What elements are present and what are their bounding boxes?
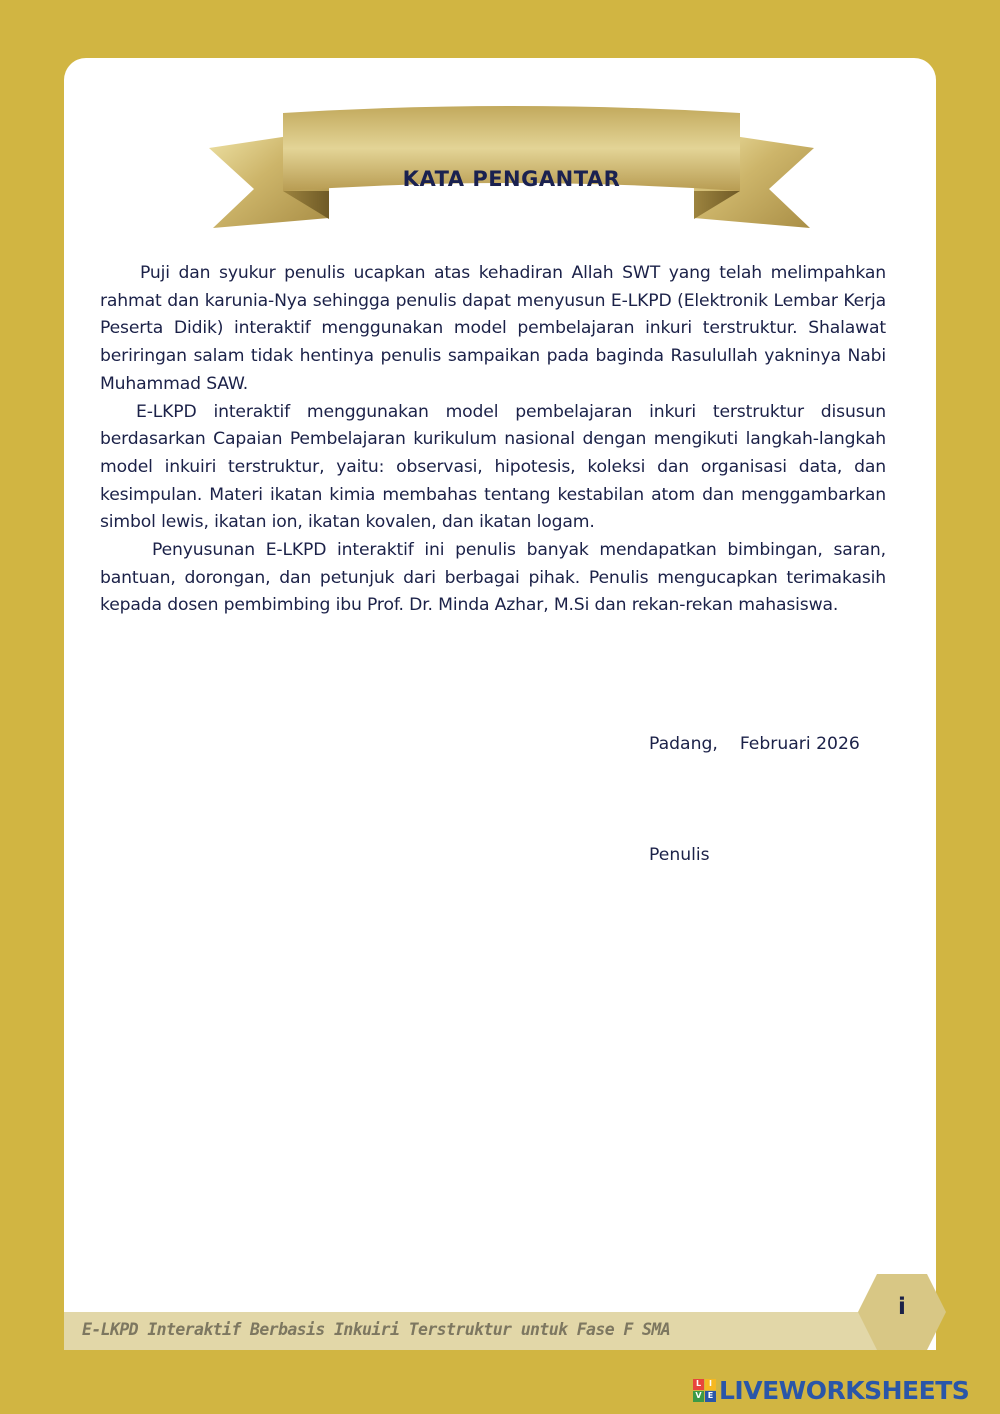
- signer: Penulis: [649, 845, 710, 865]
- date: Februari 2026: [739, 734, 860, 754]
- preface-body: [100, 260, 886, 620]
- logo-block: V: [693, 1391, 704, 1402]
- logo-block: I: [705, 1379, 716, 1390]
- logo-block: L: [693, 1379, 704, 1390]
- logo-text: LIVEWORKSHEETS: [719, 1375, 970, 1405]
- place: Padang,: [649, 734, 718, 754]
- page-sheet: [64, 58, 936, 1350]
- paragraph: E-LKPD interaktif menggunakan model pembelajaran inkuri terstruktur disusun berdasarkan Capaian Pembelajaran kurikulum nasional dengan mengikuti langkah-langkah model inkuiri terstruktur, yaitu: observasi, hipotesis, koleksi dan organisasi data, dan kesimpulan. Materi ikatan kimia membahas tentang kestabilan atom dan menggambarkan simbol lewis, ikatan ion, ikatan kovalen, dan ikatan logam.: [100, 401, 886, 533]
- logo-block: E: [705, 1391, 716, 1402]
- live-blocks-icon: [693, 1379, 716, 1402]
- paragraph: Penyusunan E-LKPD interaktif ini penulis banyak mendapatkan bimbingan, saran, bantuan, dorongan, dan petunjuk dari berbagai pihak. Penulis mengucapkan terimakasih kepada dosen pembimbing ibu Prof. Dr. Minda Azhar, M.Si dan rekan-rekan mahasiswa.: [100, 540, 886, 616]
- page-number: i: [898, 1294, 906, 1320]
- place-date: [649, 734, 860, 754]
- paragraph: Puji dan syukur penulis ucapkan atas kehadiran Allah SWT yang telah melimpahkan rahmat dan karunia-Nya sehingga penulis dapat menyusun E-LKPD (Elektronik Lembar Kerja Peserta Didik) interaktif menggunakan model pembelajaran inkuri terstruktur. Shalawat beriringan salam tidak hentinya penulis sampaikan pada baginda Rasulullah yakninya Nabi Muhammad SAW.: [100, 263, 886, 394]
- liveworksheets-logo: [693, 1374, 969, 1406]
- page-title: KATA PENGANTAR: [402, 167, 621, 191]
- footer-title: E-LKPD Interaktif Berbasis Inkuiri Terstruktur untuk Fase F SMA: [82, 1320, 671, 1339]
- page-number-badge: [858, 1274, 946, 1350]
- title-ribbon: [209, 103, 814, 233]
